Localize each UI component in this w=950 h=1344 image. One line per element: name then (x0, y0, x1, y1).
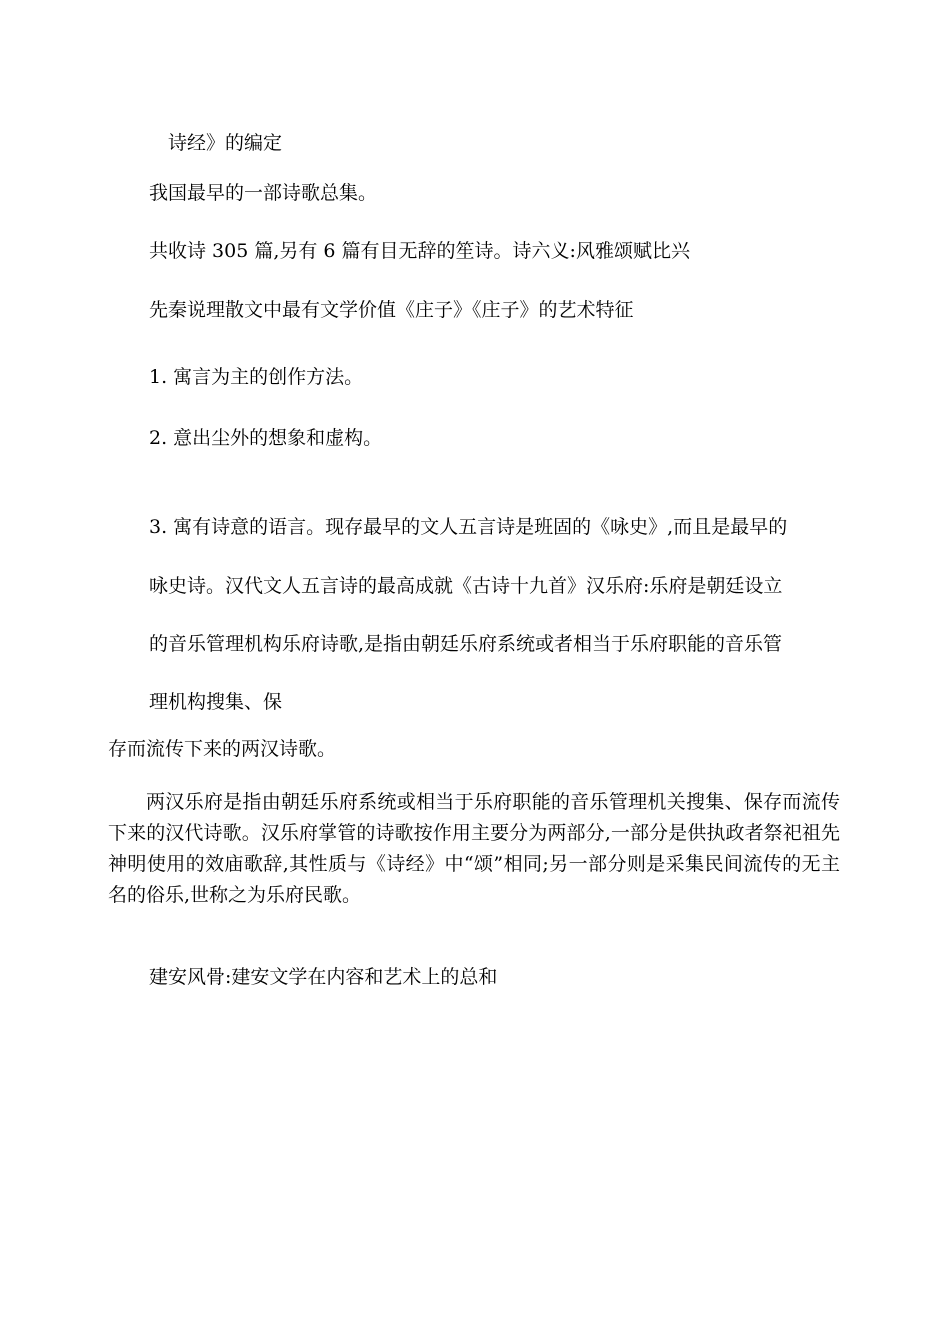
paragraph-intro: 我国最早的一部诗歌总集。 (149, 182, 378, 204)
heading-fragment: 诗经》的编定 (168, 132, 283, 154)
list-item-3-line-4: 理机构搜集、保 (149, 691, 283, 713)
list-item-1: 1. 寓言为主的创作方法。 (149, 366, 364, 388)
list-item-2: 2. 意出尘外的想象和虚构。 (149, 427, 383, 449)
list-item-3-line-3: 的音乐管理机构乐府诗歌,是指由朝廷乐府系统或者相当于乐府职能的音乐管 (149, 633, 783, 655)
list-item-3-line-2: 咏史诗。汉代文人五言诗的最高成就《古诗十九首》汉乐府:乐府是朝廷设立 (149, 575, 783, 597)
paragraph-jianan: 建安风骨:建安文学在内容和艺术上的总和 (149, 966, 498, 988)
list-item-3-line-1: 3. 寓有诗意的语言。现存最早的文人五言诗是班固的《咏史》,而且是最早的 (149, 516, 788, 538)
list-item-3-line-5: 存而流传下来的两汉诗歌。 (108, 738, 337, 760)
paragraph-yuefu: 两汉乐府是指由朝廷乐府系统或相当于乐府职能的音乐管理机关搜集、保存而流传下来的汉代诗歌。汉乐府掌管的诗歌按作用主要分为两部分,一部分是供执政者祭祀祖先神明使用的效庙歌辞,其性质与《诗经》中“颂”相同;另一部分则是采集民间流传的无主名的俗乐,世称之为乐府民歌。 (108, 791, 840, 906)
paragraph-zhuangzi: 先秦说理散文中最有文学价值《庄子》《庄子》的艺术特征 (149, 299, 634, 321)
paragraph-count: 共收诗 305 篇,另有 6 篇有目无辞的笙诗。诗六义:风雅颂赋比兴 (149, 240, 690, 262)
